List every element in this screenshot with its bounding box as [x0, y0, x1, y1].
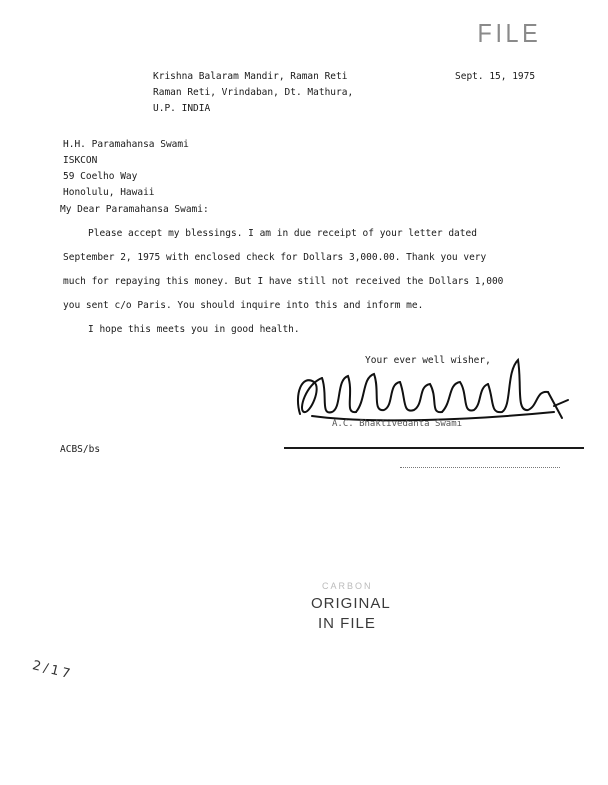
handwritten-signature	[292, 354, 572, 434]
recipient-line-2: ISKCON	[63, 155, 98, 166]
carbon-stamp-label: CARBON	[322, 581, 373, 591]
signature-typed-name: A.C. Bhaktivedanta Swami	[332, 419, 463, 429]
body-p1-line-4: you sent c/o Paris. You should inquire into this and inform me.	[63, 300, 424, 311]
typist-initials: ACBS/bs	[60, 444, 101, 455]
body-p2: I hope this meets you in good health.	[88, 324, 300, 335]
recipient-line-4: Honolulu, Hawaii	[63, 187, 155, 198]
sender-line-1: Krishna Balaram Mandir, Raman Reti	[153, 71, 348, 82]
original-stamp-label: ORIGINAL	[311, 595, 391, 612]
salutation: My Dear Paramahansa Swami:	[60, 204, 209, 215]
signature-underline	[284, 447, 584, 449]
file-stamp: FILE	[477, 18, 542, 48]
dotted-line	[400, 467, 560, 469]
body-p1-line-3: much for repaying this money. But I have still not received the Dollars 1,000	[63, 276, 504, 287]
sender-line-3: U.P. INDIA	[153, 103, 211, 114]
recipient-line-1: H.H. Paramahansa Swami	[63, 139, 189, 150]
body-p1-line-1: Please accept my blessings. I am in due receipt of your letter dated	[88, 228, 477, 239]
body-p1-line-2: September 2, 1975 with enclosed check for Dollars 3,000.00. Thank you very	[63, 252, 487, 263]
sender-line-2: Raman Reti, Vrindaban, Dt. Mathura,	[153, 87, 354, 98]
letter-date: Sept. 15, 1975	[455, 71, 536, 82]
margin-handwritten-note: 2/17	[30, 658, 75, 683]
recipient-line-3: 59 Coelho Way	[63, 171, 138, 182]
in-file-stamp-label: IN FILE	[318, 615, 376, 632]
closing: Your ever well wisher,	[365, 355, 491, 366]
